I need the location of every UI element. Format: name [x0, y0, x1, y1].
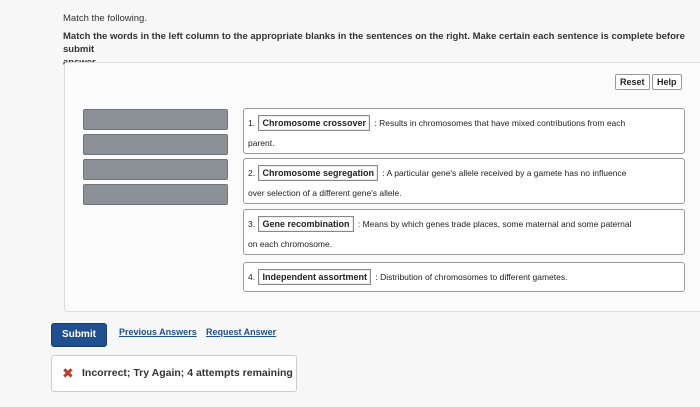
sentence-number: 2. — [248, 168, 256, 178]
answer-chip[interactable]: Chromosome segregation — [258, 165, 378, 181]
answer-chip[interactable]: Chromosome crossover — [258, 115, 370, 131]
feedback-box — [51, 355, 297, 392]
sentence-number: 3. — [248, 219, 256, 229]
sentence-number: 4. — [248, 272, 256, 282]
sentence-2 — [243, 158, 685, 204]
feedback-text: Incorrect; Try Again; 4 attempts remaining — [82, 367, 293, 379]
help-button[interactable]: Help — [652, 74, 682, 90]
sentence-text-continued: on each chromosome. — [248, 239, 333, 249]
sentence-1 — [243, 108, 685, 154]
word-slot-2[interactable] — [83, 134, 228, 155]
question-label: Match the following. — [63, 13, 147, 24]
previous-answers-link[interactable]: Previous Answers — [119, 327, 197, 337]
x-icon: ✖ — [62, 365, 74, 381]
sentence-3 — [243, 209, 685, 255]
sentence-text: : Distribution of chromosomes to different gametes. — [375, 272, 568, 282]
sentence-text-continued: parent. — [248, 138, 275, 148]
submit-button[interactable]: Submit — [51, 323, 107, 347]
answer-chip[interactable]: Gene recombination — [258, 216, 353, 232]
instructions: Match the words in the left column to the appropriate blanks in the sentences on the right. Make certain each sentence is complete before submit — [63, 31, 685, 55]
sentence-4 — [243, 262, 685, 292]
word-slot-4[interactable] — [83, 184, 228, 205]
word-slot-1[interactable] — [83, 109, 228, 130]
sentence-text-continued: over selection of a different gene's allele. — [248, 188, 402, 198]
request-answer-link[interactable]: Request Answer — [206, 327, 277, 337]
word-slot-3[interactable] — [83, 159, 228, 180]
sentence-number: 1. — [248, 118, 256, 128]
sentence-text: : A particular gene's allele received by a gamete has no influence — [382, 168, 627, 178]
reset-button[interactable]: Reset — [615, 74, 650, 90]
sentence-text: : Results in chromosomes that have mixed contributions from each — [374, 118, 626, 128]
answer-chip[interactable]: Independent assortment — [258, 269, 371, 285]
sentence-text: : Means by which genes trade places, some maternal and some paternal — [357, 219, 632, 229]
